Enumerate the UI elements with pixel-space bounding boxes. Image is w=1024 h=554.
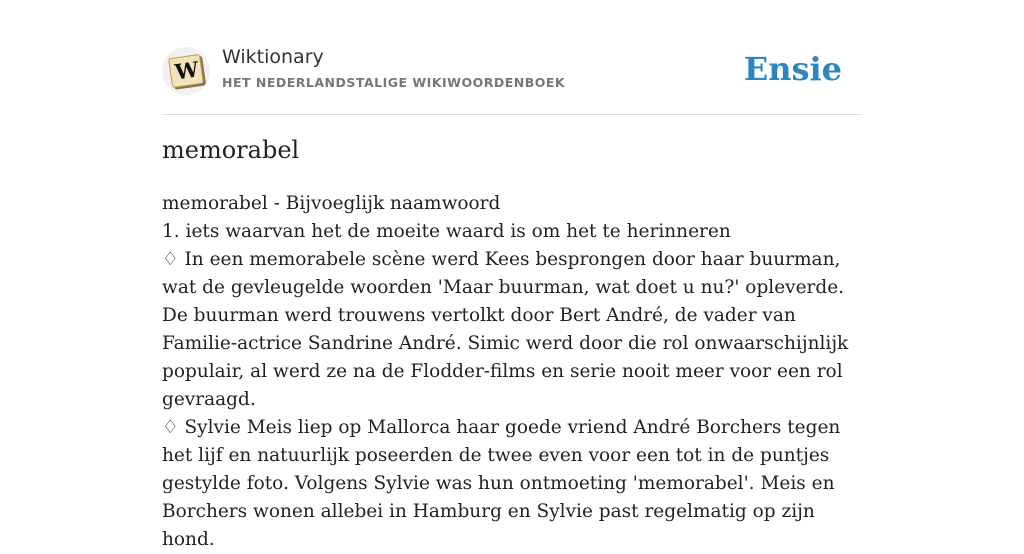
example-sentence: ♢ Sylvie Meis liep op Mallorca haar goede vriend André Borchers tegen het lijf en natuurlijk poseerden de twee even voor een tot in de puntjes gestylde foto. Volgens Sylvie was hun ontmoeting 'memorabel'. Meis en Borchers wonen allebei in Hamburg en Sylvie past regelmatig op zijn hond. bbox=[162, 417, 841, 550]
wiktionary-logo-icon[interactable] bbox=[162, 47, 210, 95]
entry-content bbox=[162, 190, 862, 554]
example-sentence: ♢ In een memorabele scène werd Kees besprongen door haar buurman, wat de gevleugelde woorden 'Maar buurman, wat doet u nu?' opleverde. De buurman werd trouwens vertolkt door Bert André, de vader van Familie-actrice Sandrine André. Simic werd door die rol onwaarschijnlijk populair, al werd ze na de Flodder-films en serie nooit meer voor een rol gevraagd. bbox=[162, 249, 849, 410]
page-title: memorabel bbox=[162, 136, 300, 164]
definition: 1. iets waarvan het de moeite waard is om het te herinneren bbox=[162, 221, 731, 242]
part-of-speech-line: memorabel - Bijvoeglijk naamwoord bbox=[162, 193, 501, 214]
logo-letter: W bbox=[173, 56, 201, 85]
logo-tile bbox=[168, 54, 204, 88]
ensie-brand-link[interactable]: Ensie bbox=[743, 50, 842, 88]
site-tagline: HET NEDERLANDSTALIGE WIKIWOORDENBOEK bbox=[222, 75, 566, 90]
site-header bbox=[162, 44, 862, 115]
site-name[interactable]: Wiktionary bbox=[222, 46, 324, 68]
